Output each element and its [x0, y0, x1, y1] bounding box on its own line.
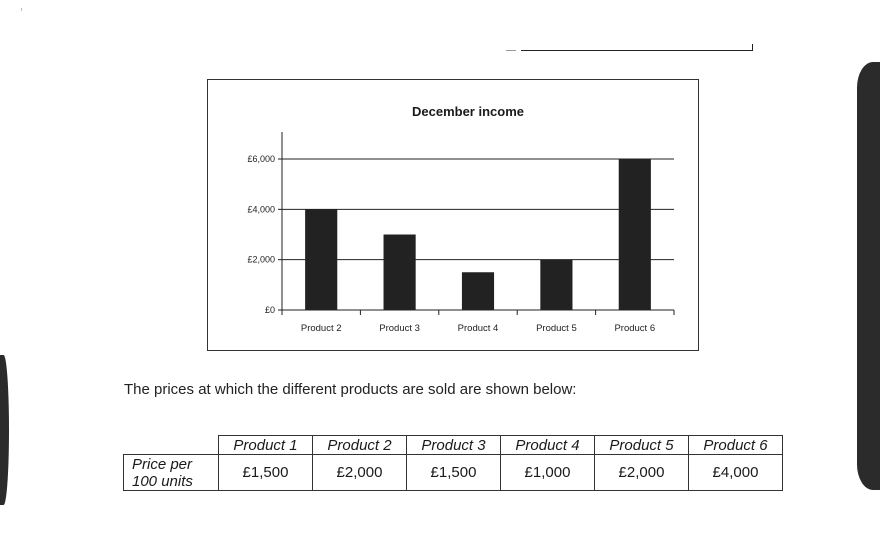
row-label-line1: Price per [132, 455, 193, 473]
price-cell: £2,000 [313, 455, 407, 491]
price-table-header: Product 1 [219, 436, 313, 455]
chart-title: December income [412, 104, 524, 119]
price-table-header: Product 5 [595, 436, 689, 455]
scan-edge-shadow-left [0, 355, 9, 505]
x-tick-label: Product 2 [300, 323, 342, 334]
bar [540, 260, 572, 310]
row-label-line2: 100 units [132, 472, 193, 490]
y-tick-label: £2,000 [247, 254, 275, 265]
price-cell: £1,500 [407, 455, 501, 491]
price-table-row [124, 455, 783, 491]
price-table-row-label [124, 455, 219, 491]
scan-edge-shadow-right [857, 62, 880, 490]
scan-artifact-dash [506, 50, 516, 51]
price-table-header: Product 3 [407, 436, 501, 455]
bar [384, 235, 416, 311]
y-tick-label: £0 [264, 305, 275, 315]
price-table-corner [124, 436, 219, 455]
price-table-header-row [124, 436, 783, 455]
x-tick-label: Product 6 [614, 323, 656, 334]
price-cell: £2,000 [595, 455, 689, 491]
chart-frame [207, 79, 699, 351]
price-table-header: Product 6 [689, 436, 783, 455]
x-tick-label: Product 5 [536, 323, 577, 334]
x-tick-label: Product 4 [457, 323, 499, 334]
bar [462, 272, 494, 310]
price-cell: £1,000 [501, 455, 595, 491]
scan-artifact-tick [752, 44, 753, 51]
y-tick-label: £4,000 [247, 204, 275, 215]
scan-artifact-line [521, 50, 753, 51]
price-caption: The prices at which the different products are sold are shown below: [124, 381, 577, 398]
price-cell: £1,500 [219, 455, 313, 491]
price-cell: £4,000 [689, 455, 783, 491]
price-table-header: Product 4 [501, 436, 595, 455]
price-table-header: Product 2 [313, 436, 407, 455]
bar [619, 159, 651, 310]
price-table [123, 435, 783, 491]
y-tick-label: £6,000 [247, 154, 275, 164]
bar-chart [208, 80, 700, 352]
bar [305, 209, 337, 310]
scan-artifact-dot [21, 8, 22, 11]
x-tick-label: Product 3 [379, 323, 420, 334]
